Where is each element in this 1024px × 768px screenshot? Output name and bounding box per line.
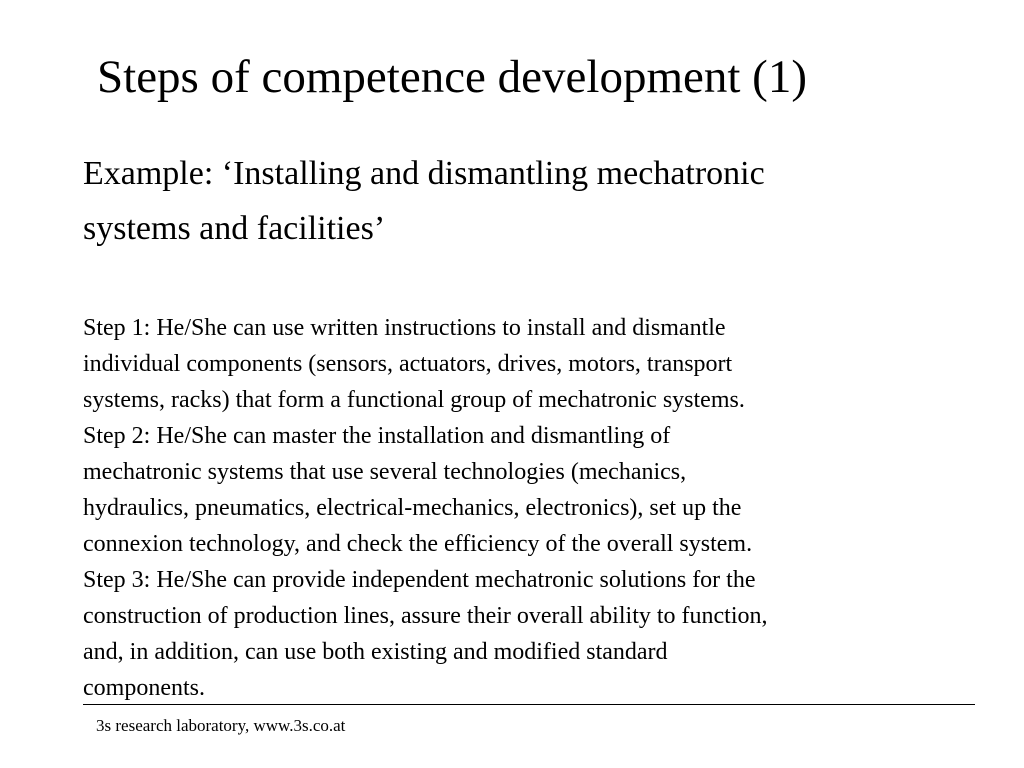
- slide-title: Steps of competence development (1): [97, 51, 807, 103]
- example-heading: [83, 146, 983, 256]
- step-1-line-1: Step 1: He/She can use written instructions to install and dismantle: [83, 315, 726, 341]
- step-2-line-3: hydraulics, pneumatics, electrical-mechanics, electronics), set up the: [83, 495, 742, 521]
- step-3-line-2: construction of production lines, assure their overall ability to function,: [83, 603, 768, 629]
- step-1-line-3: systems, racks) that form a functional group of mechatronic systems.: [83, 387, 745, 413]
- steps-text: [83, 310, 963, 706]
- step-2-line-1: Step 2: He/She can master the installation and dismantling of: [83, 423, 671, 449]
- step-3-line-4: components.: [83, 675, 205, 701]
- footer-divider: [83, 704, 975, 705]
- step-3-line-1: Step 3: He/She can provide independent mechatronic solutions for the: [83, 567, 756, 593]
- step-3-line-3: and, in addition, can use both existing and modified standard: [83, 639, 668, 665]
- step-2-line-2: mechatronic systems that use several technologies (mechanics,: [83, 459, 687, 485]
- example-line: Example: ‘Installing and dismantling mechatronic: [83, 155, 765, 192]
- footer-text: 3s research laboratory, www.3s.co.at: [96, 716, 346, 735]
- step-1-line-2: individual components (sensors, actuators, drives, motors, transport: [83, 351, 733, 377]
- step-2-line-4: connexion technology, and check the efficiency of the overall system.: [83, 531, 753, 557]
- example-line: systems and facilities’: [83, 210, 386, 247]
